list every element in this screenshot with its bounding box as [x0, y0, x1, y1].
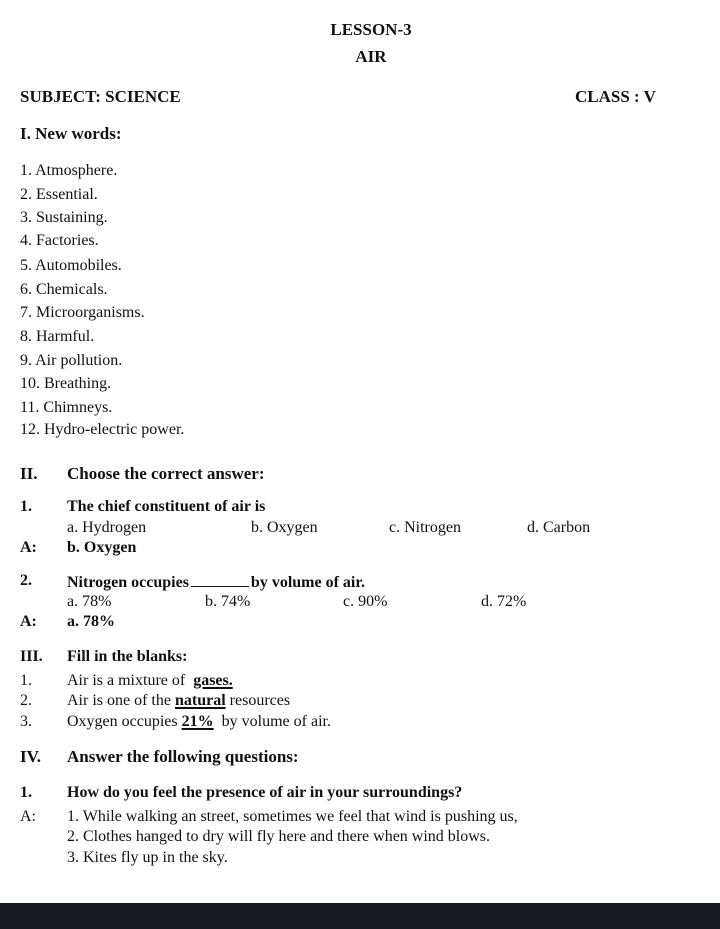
list-item: 6. Chemicals. — [20, 281, 108, 298]
option-d: d. 72% — [481, 593, 527, 610]
list-item: 10. Breathing. — [20, 375, 112, 392]
question-number: 2. — [20, 572, 32, 589]
section-choose-title: Choose the correct answer: — [67, 464, 265, 483]
question-number: 1. — [20, 498, 32, 515]
topic-title: AIR — [355, 47, 387, 66]
option-a: a. Hydrogen — [67, 519, 147, 536]
question-text-before: Nitrogen occupies — [67, 574, 189, 591]
list-item: 9. Air pollution. — [20, 352, 123, 369]
question-text — [67, 572, 365, 592]
section-answer-title: Answer the following questions: — [67, 747, 299, 766]
fill-item-before: Air is a mixture of — [67, 672, 186, 689]
section-answer-num: IV. — [20, 747, 41, 766]
question-text: The chief constituent of air is — [67, 498, 266, 515]
option-a: a. 78% — [67, 593, 112, 610]
list-item: 2. Essential. — [20, 186, 98, 203]
section-choose-num: II. — [20, 464, 38, 483]
list-item: 3. Sustaining. — [20, 209, 108, 226]
fill-item-before: Air is one of the — [67, 692, 171, 709]
option-b: b. 74% — [205, 593, 251, 610]
question-text: How do you feel the presence of air in your surroundings? — [67, 784, 463, 801]
list-item: 12. Hydro-electric power. — [20, 421, 185, 438]
fill-answer: 21% — [181, 713, 214, 730]
section-fill-title: Fill in the blanks: — [67, 648, 188, 665]
fill-item-before: Oxygen occupies — [67, 713, 178, 730]
fill-item-number: 1. — [20, 672, 32, 689]
option-c: c. Nitrogen — [389, 519, 461, 536]
answer-line: 3. Kites fly up in the sky. — [67, 849, 228, 866]
answer-blank — [191, 572, 249, 587]
section-fill-num: III. — [20, 648, 43, 665]
class-label: CLASS : V — [575, 87, 656, 106]
option-c: c. 90% — [343, 593, 388, 610]
option-b: b. Oxygen — [251, 519, 318, 536]
fill-item — [67, 692, 290, 710]
fill-item — [67, 713, 331, 731]
list-item: 1. Atmosphere. — [20, 162, 118, 179]
answer-text: a. 78% — [67, 613, 115, 630]
fill-item-number: 2. — [20, 692, 32, 709]
list-item: 11. Chimneys. — [20, 399, 113, 416]
fill-item-after: resources — [229, 692, 291, 709]
fill-item-number: 3. — [20, 713, 32, 730]
answer-text: b. Oxygen — [67, 539, 137, 556]
answer-line: 1. While walking an street, sometimes we feel that wind is pushing us, — [67, 808, 518, 825]
fill-item — [67, 672, 233, 690]
fill-answer: natural — [174, 692, 226, 709]
question-number: 1. — [20, 784, 32, 801]
answer-label: A: — [20, 808, 36, 825]
question-text-after: by volume of air. — [250, 574, 365, 591]
list-item: 8. Harmful. — [20, 328, 95, 345]
bottom-bar — [0, 903, 720, 929]
subject-label: SUBJECT: SCIENCE — [20, 87, 181, 106]
answer-label: A: — [20, 539, 37, 556]
answer-line: 2. Clothes hanged to dry will fly here and there when wind blows. — [67, 828, 491, 845]
section-new-words-title: I. New words: — [20, 124, 122, 143]
list-item: 5. Automobiles. — [20, 257, 122, 274]
lesson-title: LESSON-3 — [330, 20, 412, 39]
list-item: 4. Factories. — [20, 232, 99, 249]
fill-answer: gases. — [193, 672, 233, 689]
option-d: d. Carbon — [527, 519, 591, 536]
fill-item-after: by volume of air. — [221, 713, 331, 730]
answer-label: A: — [20, 613, 37, 630]
list-item: 7. Microorganisms. — [20, 304, 145, 321]
